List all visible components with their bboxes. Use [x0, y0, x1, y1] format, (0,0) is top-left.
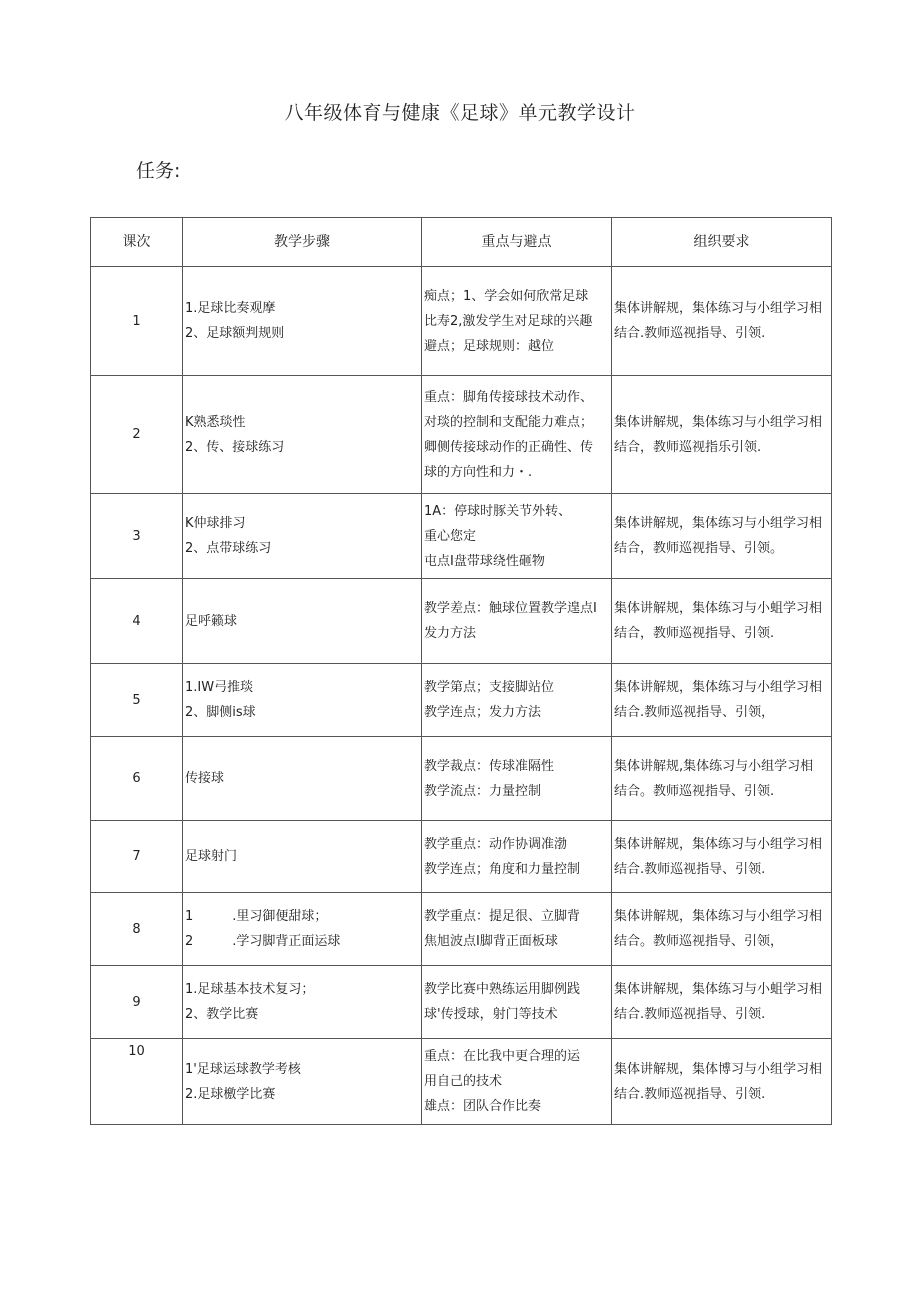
cell-text-line: 集体讲解规，集体练习与小组学习相 — [614, 836, 823, 852]
organization-cell — [612, 579, 832, 664]
document-title: 八年级体育与健康《足球》单元教学设计 — [284, 102, 636, 124]
cell-text-line: 教学重点：提足很、立脚背 — [424, 909, 581, 924]
cell-text-line: 2 .学习脚背正面运球 — [185, 934, 341, 949]
lesson-number-cell: 3 — [91, 494, 183, 579]
cell-text-line: 教学连点；发力方法 — [424, 705, 542, 720]
cell-text-line: 球的方向性和力・. — [424, 464, 533, 480]
cell-text-line: 2.足球檄学比赛 — [185, 1086, 276, 1102]
cell-text-line: 1 .里习御便甜球； — [185, 909, 328, 924]
lesson-number-cell: 4 — [91, 579, 183, 664]
cell-text-line: 集体讲解规，集体练习与小组学习相 — [614, 414, 823, 430]
cell-text-line: 集体讲解规,集体练习与小组学习相 — [614, 758, 814, 774]
organization-cell — [612, 821, 832, 893]
key-points-cell — [422, 893, 612, 966]
lesson-number-cell: 5 — [91, 664, 183, 737]
cell-text-line: 发力方法 — [424, 626, 477, 641]
cell-text-line: 结合.教师巡视指导、引领. — [614, 326, 766, 341]
cell-text-line: 结合。教师巡视指导、引领. — [614, 783, 775, 799]
cell-text-line: 结合.教师巡视指导、引领. — [614, 1086, 766, 1102]
cell-text-line: 教学连点；角度和力量控制 — [424, 861, 581, 877]
table-row — [91, 966, 832, 1039]
cell-text-line: K仲球排习 — [185, 516, 246, 531]
cell-text-line: 重心您定 — [424, 528, 477, 544]
table-row — [91, 579, 832, 664]
table-row — [91, 267, 832, 376]
cell-text-line: 1.IW弓推琰 — [185, 680, 254, 695]
lesson-number-cell: 10 — [91, 1039, 183, 1125]
cell-text-line: 用自己的技术 — [424, 1074, 503, 1089]
cell-text-line: 集体讲解规，集体练习与小组学习相 — [614, 301, 823, 316]
cell-text-line: 教学重点：动作协调准渤 — [424, 836, 568, 852]
teaching-steps-cell — [183, 893, 422, 966]
cell-text-line: 1A：停球时豚关节外转、 — [424, 503, 572, 519]
table-row — [91, 494, 832, 579]
cell-text-line: 球'传授球，射门等技术 — [424, 1007, 558, 1022]
cell-text-line: 结合，教师巡视指乐引领. — [614, 439, 762, 455]
cell-text-line: 集体讲解规，集体练习与小组学习相 — [614, 680, 823, 695]
cell-text-line: 教学比赛中熟练运用脚例践 — [424, 982, 581, 997]
cell-text-line: 痴点；1、学会如何欣常足球 — [424, 288, 589, 304]
cell-text-line: 雄点：团队合作比奏 — [424, 1099, 542, 1114]
cell-text-line: 2、教学比赛 — [185, 1007, 259, 1022]
cell-text-line: 结合，教师巡视指导、引领. — [614, 626, 775, 641]
organization-cell — [612, 267, 832, 376]
lesson-number-cell: 7 — [91, 821, 183, 893]
cell-text-line: 结合.教师巡视指导、引领. — [614, 861, 766, 877]
organization-cell — [612, 966, 832, 1039]
cell-text-line: 2、脚侧is球 — [185, 705, 256, 720]
cell-text-line: 2、点带球练习 — [185, 541, 272, 556]
table-row — [91, 664, 832, 737]
teaching-steps-cell — [183, 966, 422, 1039]
cell-text-line: 屯点I盘带球绕性砸物 — [424, 553, 545, 569]
lesson-number-cell: 1 — [91, 267, 183, 376]
cell-text-line: 2、足球额判规则 — [185, 326, 285, 341]
table-row — [91, 376, 832, 494]
header-key-points: 重点与避点 — [422, 218, 612, 267]
cell-text-line: 重点：在比我中更合理的运 — [424, 1049, 581, 1064]
teaching-steps-cell — [183, 579, 422, 664]
organization-cell — [612, 737, 832, 821]
cell-text-line: 2、传、接球练习 — [185, 439, 285, 455]
cell-text-line: 结合，教师巡视指导、引领。 — [614, 541, 784, 556]
table-row — [91, 893, 832, 966]
organization-cell — [612, 893, 832, 966]
lesson-number-cell: 6 — [91, 737, 183, 821]
cell-text-line: 集体讲解规，集体练习与小组学习相 — [614, 909, 823, 924]
task-label: 任务: — [136, 160, 181, 182]
cell-text-line: 结合.教师巡视指导、引领， — [614, 705, 775, 720]
key-points-cell — [422, 267, 612, 376]
teaching-steps-cell — [183, 664, 422, 737]
cell-text-line: 足球射门 — [185, 849, 238, 864]
teaching-steps-cell — [183, 737, 422, 821]
table-row — [91, 1039, 832, 1125]
cell-text-line: 集体讲解规，集体练习与小蛆学习相 — [614, 601, 823, 616]
cell-text-line: K熟悉琰性 — [185, 414, 246, 430]
table-header-row — [91, 218, 832, 267]
organization-cell — [612, 1039, 832, 1125]
cell-text-line: 集体讲解规，集体博习与小组学习相 — [614, 1061, 823, 1077]
cell-text-line: 1.足球比奏观摩 — [185, 301, 276, 316]
cell-text-line: 结合。教师巡视指导、引领， — [614, 934, 784, 949]
key-points-cell — [422, 1039, 612, 1125]
table-row — [91, 737, 832, 821]
header-lesson-no: 课次 — [91, 218, 183, 267]
header-teaching-steps: 教学步骤 — [183, 218, 422, 267]
cell-text-line: 教学第点；支接脚站位 — [424, 680, 555, 695]
header-organization: 组织要求 — [612, 218, 832, 267]
cell-text-line: 结合.教师巡视指导、引领. — [614, 1007, 766, 1022]
cell-text-line: 重点：脚角传接球技术动作、 — [424, 389, 594, 405]
cell-text-line: 焦旭波点I脚背正面板球 — [424, 934, 558, 949]
cell-text-line: 比寿2,激发学生对足球的兴趣 — [424, 313, 593, 329]
cell-text-line: 教学裁点：传球准隔性 — [424, 758, 555, 774]
key-points-cell — [422, 966, 612, 1039]
lesson-number-cell: 9 — [91, 966, 183, 1039]
cell-text-line: 集体讲解规，集体练习与小组学习相 — [614, 516, 823, 531]
cell-text-line: 教学差点：触球位置教学遑点I — [424, 601, 597, 616]
key-points-cell — [422, 664, 612, 737]
cell-text-line: 集体讲解规，集体练习与小蛆学习相 — [614, 982, 823, 997]
key-points-cell — [422, 737, 612, 821]
cell-text-line: 1.足球基本技术复习； — [185, 982, 315, 997]
table-row — [91, 821, 832, 893]
organization-cell — [612, 376, 832, 494]
key-points-cell — [422, 376, 612, 494]
cell-text-line: 对琰的控制和支配能力难点； — [424, 414, 594, 430]
key-points-cell — [422, 494, 612, 579]
teaching-steps-cell — [183, 494, 422, 579]
teaching-steps-cell — [183, 821, 422, 893]
key-points-cell — [422, 579, 612, 664]
key-points-cell — [422, 821, 612, 893]
cell-text-line: 卿侧传接球动作的正确性、传 — [424, 439, 594, 455]
organization-cell — [612, 664, 832, 737]
cell-text-line: 教学流点：力量控制 — [424, 783, 542, 799]
lesson-number-cell: 2 — [91, 376, 183, 494]
teaching-steps-cell — [183, 267, 422, 376]
lesson-number-cell: 8 — [91, 893, 183, 966]
cell-text-line: 1'足球运球教学考核 — [185, 1061, 301, 1077]
cell-text-line: 足呼籁球 — [185, 613, 238, 629]
teaching-steps-cell — [183, 1039, 422, 1125]
lesson-plan-table — [90, 217, 832, 1125]
teaching-steps-cell — [183, 376, 422, 494]
cell-text-line: 避点；足球规则：越位 — [424, 338, 555, 354]
cell-text-line: 传接球 — [185, 771, 225, 786]
organization-cell — [612, 494, 832, 579]
